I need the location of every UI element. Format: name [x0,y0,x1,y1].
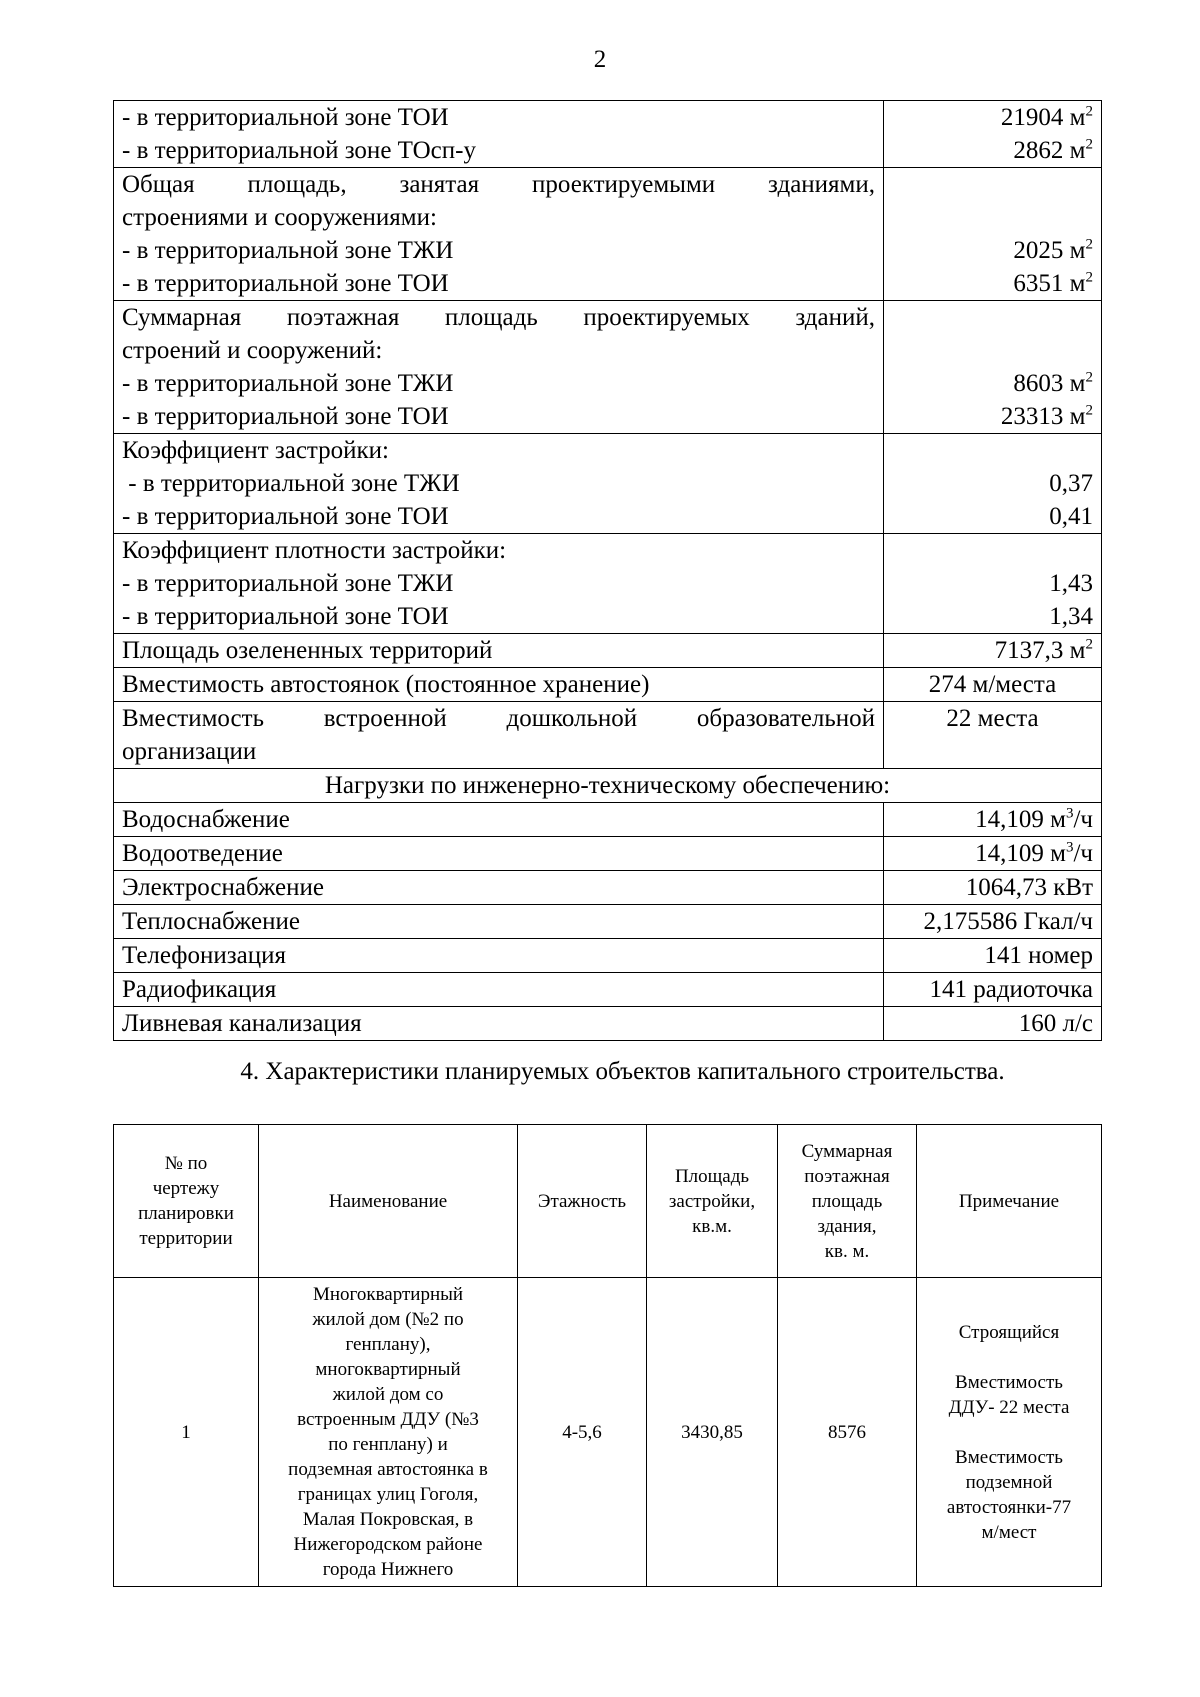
zone-label: - в территориальной зоне ТЖИ [122,470,460,497]
header-note: Примечание [917,1125,1102,1278]
value: 14,109 [975,840,1044,867]
table-row [114,769,1102,803]
value: 21904 [1000,104,1064,131]
zone-label: - в территориальной зоне ТОИ [122,403,449,430]
cell-num: 1 [114,1278,259,1587]
unit-exponent: 3 [1065,839,1074,856]
unit-suffix: /ч [1073,840,1093,867]
unit-exponent: 2 [1085,136,1093,153]
param-value [884,301,1102,434]
param-value [884,837,1102,871]
unit: м [1069,403,1086,430]
value: 23313 [1000,403,1064,430]
unit-exponent: 2 [1085,636,1093,653]
param-label [114,168,884,301]
param-value [884,534,1102,634]
zone-label: - в территориальной зоне ТОИ [122,603,449,630]
param-value: 22 места [884,702,1102,769]
section-subheader: Нагрузки по инженерно-техническому обеспечению: [114,769,1102,803]
param-title: Вместимость встроенной дошкольной образовательной [122,705,875,732]
unit-exponent: 2 [1085,236,1093,253]
cell-total-area: 8576 [778,1278,917,1587]
value-line [892,101,1093,134]
unit: м [1069,237,1086,264]
table-row [114,434,1102,534]
table-row [114,101,1102,168]
header-num: № по чертежу планировки территории [114,1125,259,1278]
param-title: Суммарная поэтажная площадь проектируемых зданий, [122,304,875,331]
unit: м [1050,840,1066,867]
page-number: 2 [593,46,607,73]
unit: м [1069,270,1086,297]
unit-exponent: 2 [1085,103,1093,120]
zone-label: - в территориальной зоне ТЖИ [122,570,454,597]
unit-exponent: 3 [1065,805,1074,822]
param-label: Радиофикация [114,973,884,1007]
unit: м [1050,806,1066,833]
table-row [114,837,1102,871]
value: 14,109 [975,806,1044,833]
header-area: Площадь застройки, кв.м. [647,1125,778,1278]
table-row [114,702,1102,769]
table-row [114,534,1102,634]
param-title: Коэффициент застройки: [122,437,390,464]
param-label: Вместимость автостоянок (постоянное хранение) [114,668,884,702]
table-row [114,1007,1102,1041]
unit: м [1069,137,1086,164]
table-row [114,803,1102,837]
param-label [114,101,884,168]
param-label [114,301,884,434]
value: 2025 [1013,237,1064,264]
param-value [884,168,1102,301]
param-title: Коэффициент плотности застройки: [122,537,507,564]
objects-table [113,1124,1102,1587]
param-value: 141 номер [884,939,1102,973]
table-row [114,634,1102,668]
param-label: Электроснабжение [114,871,884,905]
unit-exponent: 2 [1085,402,1093,419]
param-label: Водоснабжение [114,803,884,837]
unit: м [1069,370,1086,397]
param-title: строений и сооружений: [122,337,383,364]
table-row [114,301,1102,434]
value: 2862 [1013,137,1064,164]
value: 6351 [1013,270,1064,297]
param-value: 160 л/с [884,1007,1102,1041]
header-floors: Этажность [518,1125,647,1278]
table-row [114,1278,1102,1587]
param-value: 2,175586 Гкал/ч [884,905,1102,939]
cell-area: 3430,85 [647,1278,778,1587]
zone-label: - в территориальной зоне ТОсп-у [122,137,476,164]
parameters-table [113,100,1102,1041]
value-line [892,267,1093,300]
table-row [114,168,1102,301]
value: 8603 [1013,370,1064,397]
section-heading: 4. Характеристики планируемых объектов капитального строительства. [240,1058,1005,1085]
cell-name: Многоквартирный жилой дом (№2 по генплану), многоквартирный жилой дом со встроенным ДДУ (№3 по генплану) и подземная автостоянка в границах улиц Гоголя, Малая Покровская, в Нижегородском районе города Нижнего [259,1278,518,1587]
table-row [114,973,1102,1007]
unit-suffix: /ч [1073,806,1093,833]
param-label [114,702,884,769]
table-row [114,668,1102,702]
param-value [884,434,1102,534]
header-total-area: Суммарная поэтажная площадь здания, кв. м. [778,1125,917,1278]
param-value [884,803,1102,837]
value: 1,43 [1049,570,1093,597]
cell-note: Строящийся Вместимость ДДУ- 22 места Вместимость подземной автостоянки-77 м/мест [917,1278,1102,1587]
zone-label: - в территориальной зоне ТОИ [122,503,449,530]
header-name: Наименование [259,1125,518,1278]
param-title: организации [122,738,257,765]
unit: м [1069,104,1086,131]
value-line [892,400,1093,433]
table-row [114,939,1102,973]
unit-exponent: 2 [1085,269,1093,286]
param-value [884,634,1102,668]
param-label: Ливневая канализация [114,1007,884,1041]
param-title: строениями и сооружениями: [122,204,437,231]
note-status: Строящийся [958,1321,1060,1343]
unit-exponent: 2 [1085,369,1093,386]
param-label: Теплоснабжение [114,905,884,939]
param-label [114,534,884,634]
param-label: Телефонизация [114,939,884,973]
param-title: Общая площадь, занятая проектируемыми зданиями, [122,171,875,198]
param-value: 1064,73 кВт [884,871,1102,905]
value: 7137,3 [994,637,1064,664]
param-label: Площадь озелененных территорий [114,634,884,668]
cell-floors: 4-5,6 [518,1278,647,1587]
value-line [892,134,1093,167]
table-row [114,871,1102,905]
value: 0,37 [1049,470,1093,497]
value: 1,34 [1049,603,1093,630]
table-row [114,905,1102,939]
param-value: 274 м/места [884,668,1102,702]
param-label [114,434,884,534]
value-line [892,234,1093,267]
value: 0,41 [1049,503,1093,530]
zone-label: - в территориальной зоне ТЖИ [122,237,454,264]
zone-label: - в территориальной зоне ТЖИ [122,370,454,397]
param-value [884,101,1102,168]
param-label: Водоотведение [114,837,884,871]
zone-label: - в территориальной зоне ТОИ [122,104,449,131]
zone-label: - в территориальной зоне ТОИ [122,270,449,297]
value-line [892,367,1093,400]
unit: м [1069,637,1086,664]
table-header-row [114,1125,1102,1278]
param-value: 141 радиоточка [884,973,1102,1007]
